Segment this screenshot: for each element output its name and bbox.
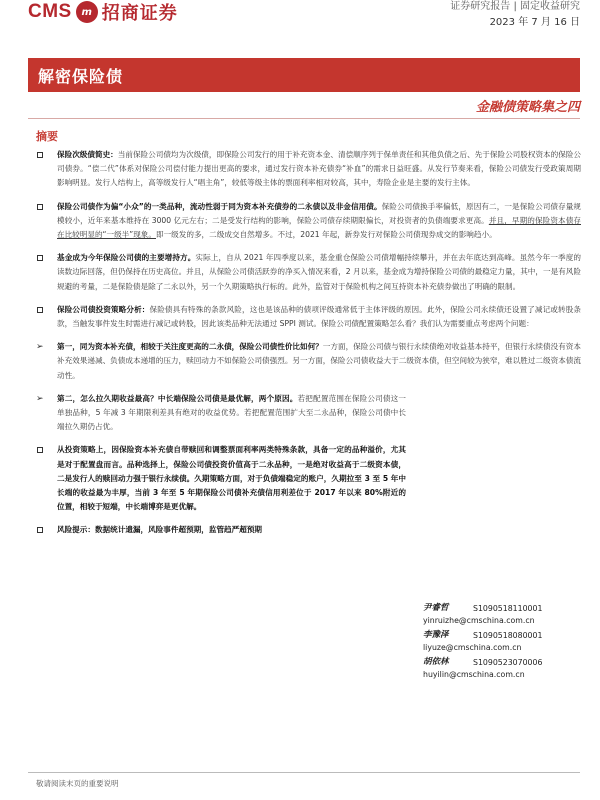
paragraph-lead: 第二，怎么拉久期收益最高？中长端保险公司债是最优解，两个原因。 [57, 393, 298, 403]
arrow-bullet-icon: ➢ [36, 393, 44, 404]
paragraph-lead: 保险公司债投资策略分析： [57, 304, 150, 314]
risk-warning [36, 523, 581, 537]
abstract-paragraph [36, 303, 581, 331]
abstract-paragraph [36, 200, 581, 243]
paragraph-text: 一方面，保险公司债与银行永续债绝对收益基本持平，但银行永续债没有资本补充效果递减、负债成本递增的压力，赎回动力不如保险公司债强烈。另一方面，保险公司债收益大于二级资本债，但空间较为狭窄，难以胜过二级资本债流动性。 [57, 342, 581, 380]
analyst-email[interactable]: huyilin@cmschina.com.cn [423, 669, 525, 679]
paragraph-text: 保险债具有特殊的条款风险，这也是该品种的债项评级通常低于主体评级的原因。此外，保险公司永续债还设置了减记或转股条款，当触发事件发生时需进行减记或转股，因此该类品种无法通过 SPPI 测试。保险公司债配置策略怎么看？我们认为需要重点考虑两个问题： [57, 304, 582, 329]
paragraph-lead: 基金成为今年保险公司债的主要增持方。 [57, 253, 196, 263]
paragraph-lead: 风险提示：数据统计遗漏，风险事件超预期，监管趋严超预期 [57, 525, 263, 535]
paragraph-text: 当前保险公司债均为次级债，即保险公司发行的用于补充资本金、清偿顺序列于保单责任和其他负债之后、先于保险公司股权资本的保险公司债券。“偿二代”体系对保险公司偿付能力提出更高的要求，通过发行资本补充债券“补血”的需求日益旺盛。从发行节奏来看，保险公司债发行受政策周期影响明显。发行人结构上，高等级发行人“唱主角”，较低等级主体的票面利率相对较高，其中，寿险企业是主要的发行主体。 [57, 150, 582, 188]
report-category: 证券研究报告 | 固定收益研究 [450, 1, 580, 12]
analyst-certificate: S1090518110001 [473, 604, 543, 613]
logo-text-cn: 招商证券 [101, 3, 178, 24]
title-banner [28, 58, 580, 92]
abstract-heading: 摘要 [36, 130, 58, 143]
analyst-entry [423, 630, 593, 653]
report-title: 解密保险债 [38, 66, 124, 86]
analyst-entry [423, 657, 593, 680]
footer-divider [28, 772, 580, 773]
title-divider [28, 118, 580, 119]
square-bullet-icon [37, 307, 43, 313]
logo-text-en: CMS [28, 1, 72, 22]
analyst-name: 李豫泽 [423, 630, 449, 640]
arrow-bullet-icon: ➢ [36, 342, 44, 353]
square-bullet-icon [37, 152, 43, 158]
analyst-panel [423, 603, 593, 684]
square-bullet-icon [37, 447, 43, 453]
logo-badge-icon: m [76, 1, 98, 23]
paragraph-lead: 从投资策略上，因保险资本补充债自带赎回和调整票面利率两类特殊条款，具备一定的品种溢价，尤其是对于配置盘而言。品种选择上，保险公司债投资价值高于二永品种，一是绝对收益高于二级资本债，二是发行人的赎回动力强于银行永续债。久期策略方面，对于负债端稳定的账户，久期拉至 3 至 5 年中长端的收益最为丰厚，当前 3 年至 5 年期保险公司债补充债信用利差位于 2017 年以来 80%附近的位置，相较于短端，中长端博弈是更优解。 [57, 445, 406, 512]
abstract-sub-paragraph [36, 340, 581, 383]
report-date: 2023 年 7 月 16 日 [489, 17, 580, 28]
abstract-paragraph [36, 148, 581, 191]
paragraph-text: 保险公司债换手率偏低，原因有二，一是保险公司债存量规模较小，近年来基本维持在 3000 亿元左右；二是受发行结构的影响，保险公司债存续期限偏长，对投资者的负债端要求更高。 [57, 201, 581, 225]
analyst-email[interactable]: yinruizhe@cmschina.com.cn [423, 615, 535, 625]
paragraph-text: 实际上，自从 2021 年四季度以来，基金重仓保险公司债增幅持续攀升，并在去年底达到高峰。虽然今年一季度的读数边际回落，但仍保持在历史高位。并且，从保险公司债活跃券的净买入情况来看，2 月以来，基金成为增持保险公司债的最稳定力量，其中，一是有风险规避的考量，二是保险债是除了二永以外，另一个久期策略执行标的。此外，监管对于保险机构之间互持资本补充债券做出了明确的限制。 [57, 253, 581, 291]
paragraph-text: 若把配置范围在保险公司债这一单独品种，5 年减 3 年期限利差具有绝对的收益优势。若把配置范围扩大至二永品种，保险公司债中长端拉久期仍占优。 [57, 393, 407, 432]
footer-note: 敬请阅读末页的重要说明 [36, 779, 119, 788]
paragraph-lead: 保险次级债简史： [57, 150, 118, 159]
abstract-paragraph [36, 251, 581, 294]
paragraph-lead: 第一，同为资本补充债，相较于关注度更高的二永债，保险公司债性价比如何？ [57, 342, 323, 352]
header-meta [450, 0, 580, 30]
cms-logo [28, 0, 178, 24]
abstract-sub-paragraph [36, 392, 406, 435]
square-bullet-icon [37, 204, 43, 210]
square-bullet-icon [37, 255, 43, 261]
analyst-entry [423, 603, 593, 626]
page-header [0, 0, 600, 36]
paragraph-text: 即一级发的多，二级成交自然增多。不过，2021 年起，新券发行对保险公司债现券成交的影响趋小。 [156, 230, 497, 240]
report-subtitle: 金融债策略集之四 [475, 100, 580, 115]
square-bullet-icon [37, 527, 43, 533]
analyst-certificate: S1090523070006 [473, 658, 543, 667]
underlined-text: 并且，早期的保险资本债存在比较明显的“一级半”现象。 [57, 215, 581, 240]
analyst-name: 尹睿哲 [423, 603, 449, 613]
analyst-email[interactable]: liyuze@cmschina.com.cn [423, 642, 522, 652]
analyst-certificate: S1090518080001 [473, 631, 543, 640]
abstract-body [36, 148, 581, 547]
analyst-name: 胡依林 [423, 657, 449, 667]
abstract-paragraph [36, 443, 406, 514]
paragraph-lead: 保险公司债作为偏“小众”的一类品种，流动性弱于同为资本补充债券的二永债以及非金信用债。 [57, 201, 382, 211]
